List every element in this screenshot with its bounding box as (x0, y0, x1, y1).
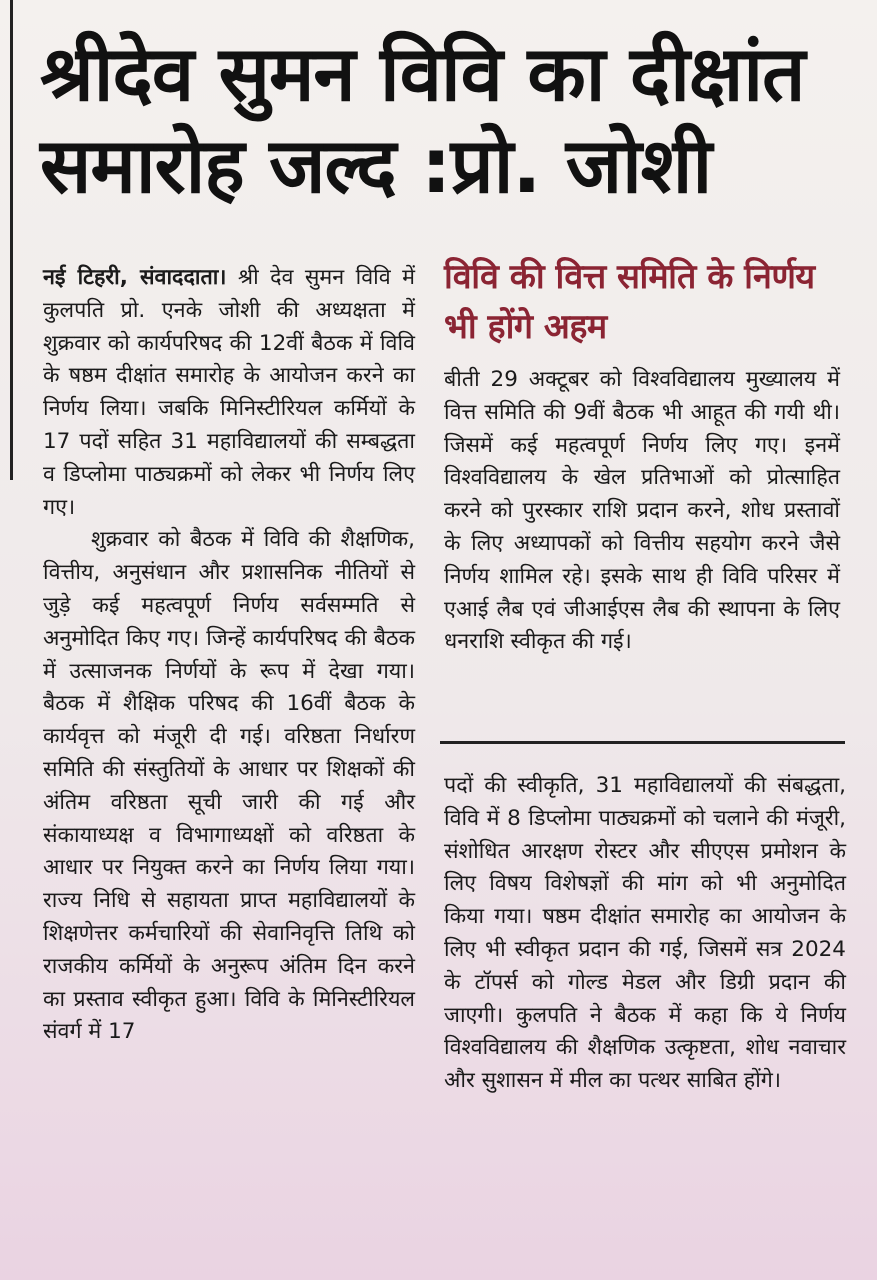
left-column (43, 262, 415, 1049)
left-paragraph-1 (43, 262, 415, 524)
headline: श्रीदेव सुमन विवि का दीक्षांत समारोह जल्द :प्रो. जोशी (40, 29, 805, 210)
right-paragraph-1: बीती 29 अक्टूबर को विश्वविद्यालय मुख्यालय में वित्त समिति की 9वीं बैठक भी आहूत की गयी थी। जिसमें कई महत्वपूर्ण निर्णय लिए गए। इनमें विश्वविद्यालय के खेल प्रतिभाओं को प्रोत्साहित करने को पुरस्कार राशि प्रदान करने, शोध प्रस्तावों के लिए अध्यापकों को वित्तीय सहयोग करने जैसे निर्णय शामिल रहे। इसके साथ ही विवि परिसर में एआई लैब एवं जीआईएस लैब की स्थापना के लिए धनराशि स्वीकृत की गई। (444, 367, 840, 655)
right-paragraph-2: पदों की स्वीकृति, 31 महाविद्यालयों की संबद्धता, विवि में 8 डिप्लोमा पाठ्यक्रमों को चलाने की मंजूरी, संशोधित आरक्षण रोस्टर और सीएएस प्रमोशन के लिए विषय विशेषज्ञों की मांग को भी अनुमोदित किया गया। षष्ठम दीक्षांत समारोह का आयोजन के लिए भी स्वीकृत प्रदान की गई, जिसमें सत्र 2024 के टॉपर्स को गोल्ड मेडल और डिग्री प्रदान की जाएगी। कुलपति ने बैठक में कहा कि ये निर्णय विश्वविद्यालय की शैक्षणिक उत्कृष्टता, शोध नवाचार और सुशासन में मील का पत्थर साबित होंगे। (444, 773, 846, 1094)
left-paragraph-2: शुक्रवार को बैठक में विवि की शैक्षणिक, वित्तीय, अनुसंधान और प्रशासनिक नीतियों से जुड़े कई महत्वपूर्ण निर्णय सर्वसम्मति से अनुमोदित किए गए। जिन्हें कार्यपरिषद की बैठक में उत्साजनक निर्णयों के रूप में देखा गया। बैठक में शैक्षिक परिषद की 16वीं बैठक के कार्यवृत्त को मंजूरी दी गई। वरिष्ठता निर्धारण समिति की संस्तुतियों के आधार पर शिक्षकों की अंतिम वरिष्ठता सूची जारी की गई और संकायाध्यक्ष व विभागाध्यक्षों को वरिष्ठता के आधार पर नियुक्त करने का निर्णय लिया गया। राज्य निधि से सहायता प्राप्त महाविद्यालयों के शिक्षणेत्तर कर्मचारियों की सेवानिवृत्ति तिथि को राजकीय कर्मियों के अनुरूप अंतिम दिन करने का प्रस्ताव स्वीकृत हुआ। विवि के मिनिस्टीरियल संवर्ग में 17 (43, 527, 415, 1045)
right-column-bottom (444, 770, 846, 1098)
column-rule-left (10, 0, 13, 480)
section-divider (440, 741, 845, 744)
dateline: नई टिहरी, संवाददाता। (43, 265, 227, 290)
right-column-top (444, 364, 840, 659)
left-paragraph-1-text: श्री देव सुमन विवि में कुलपति प्रो. एनके जोशी की अध्यक्षता में शुक्रवार को कार्यपरिषद की 12वीं बैठक में विवि के षष्ठम दीक्षांत समारोह के आयोजन करने का निर्णय लिया। जबकि मिनिस्टीरियल कर्मियों के 17 पदों सहित 31 महाविद्यालयों की सम्बद्धता व डिप्लोमा पाठ्यक्रमों को लेकर भी निर्णय लिए गए। (43, 265, 415, 520)
subheading: विवि की वित्त समिति के निर्णय भी होंगे अहम (444, 257, 815, 347)
